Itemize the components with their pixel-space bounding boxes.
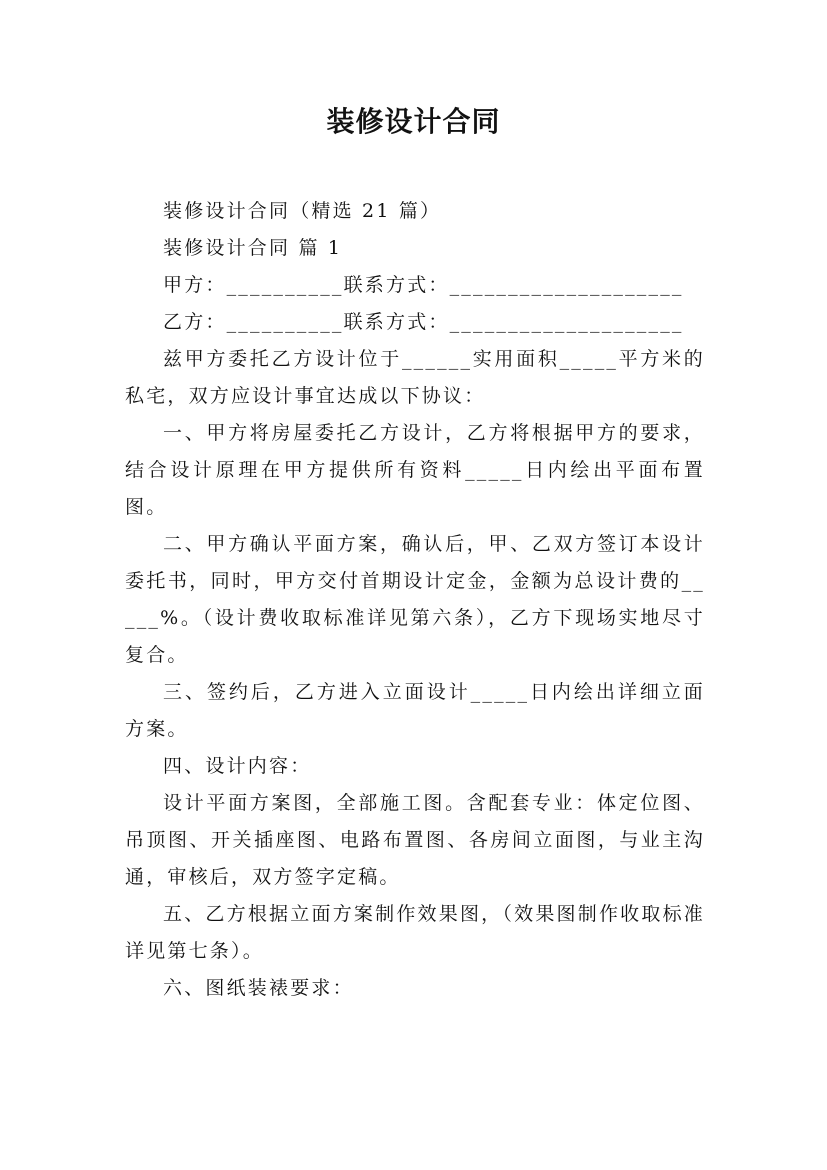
paragraph-party-b: 乙方：__________联系方式：____________________ <box>163 311 684 333</box>
paragraph-subtitle: 装修设计合同（精选 21 篇） <box>163 200 442 222</box>
document-title: 装修设计合同 <box>326 105 501 138</box>
paragraph-clause-1: 一、甲方将房屋委托乙方设计，乙方将根据甲方的要求，结合设计原理在甲方提供所有资料_____日内绘出平面布置图。 <box>125 422 705 518</box>
paragraph-clause-3: 三、签约后，乙方进入立面设计_____日内绘出详细立面方案。 <box>125 681 705 740</box>
paragraph-clause-4: 四、设计内容： <box>163 755 312 777</box>
paragraph-intro: 兹甲方委托乙方设计位于______实用面积_____平方米的私宅，双方应设计事宜达成以下协议： <box>125 348 705 407</box>
paragraph-party-a: 甲方：__________联系方式：____________________ <box>163 274 684 296</box>
paragraph-section-heading: 装修设计合同 篇 1 <box>163 237 343 259</box>
paragraph-clause-5: 五、乙方根据立面方案制作效果图，（效果图制作收取标准详见第七条）。 <box>125 903 705 962</box>
document-body <box>125 193 705 1007</box>
paragraph-clause-6: 六、图纸装裱要求： <box>163 977 354 999</box>
paragraph-design-content: 设计平面方案图，全部施工图。含配套专业：体定位图、吊顶图、开关插座图、电路布置图、各房间立面图，与业主沟通，审核后，双方签字定稿。 <box>125 792 705 888</box>
paragraph-clause-2: 二、甲方确认平面方案，确认后，甲、乙双方签订本设计委托书，同时，甲方交付首期设计定金，金额为总设计费的_____%。（设计费收取标准详见第六条），乙方下现场实地尽寸复合。 <box>125 533 705 666</box>
